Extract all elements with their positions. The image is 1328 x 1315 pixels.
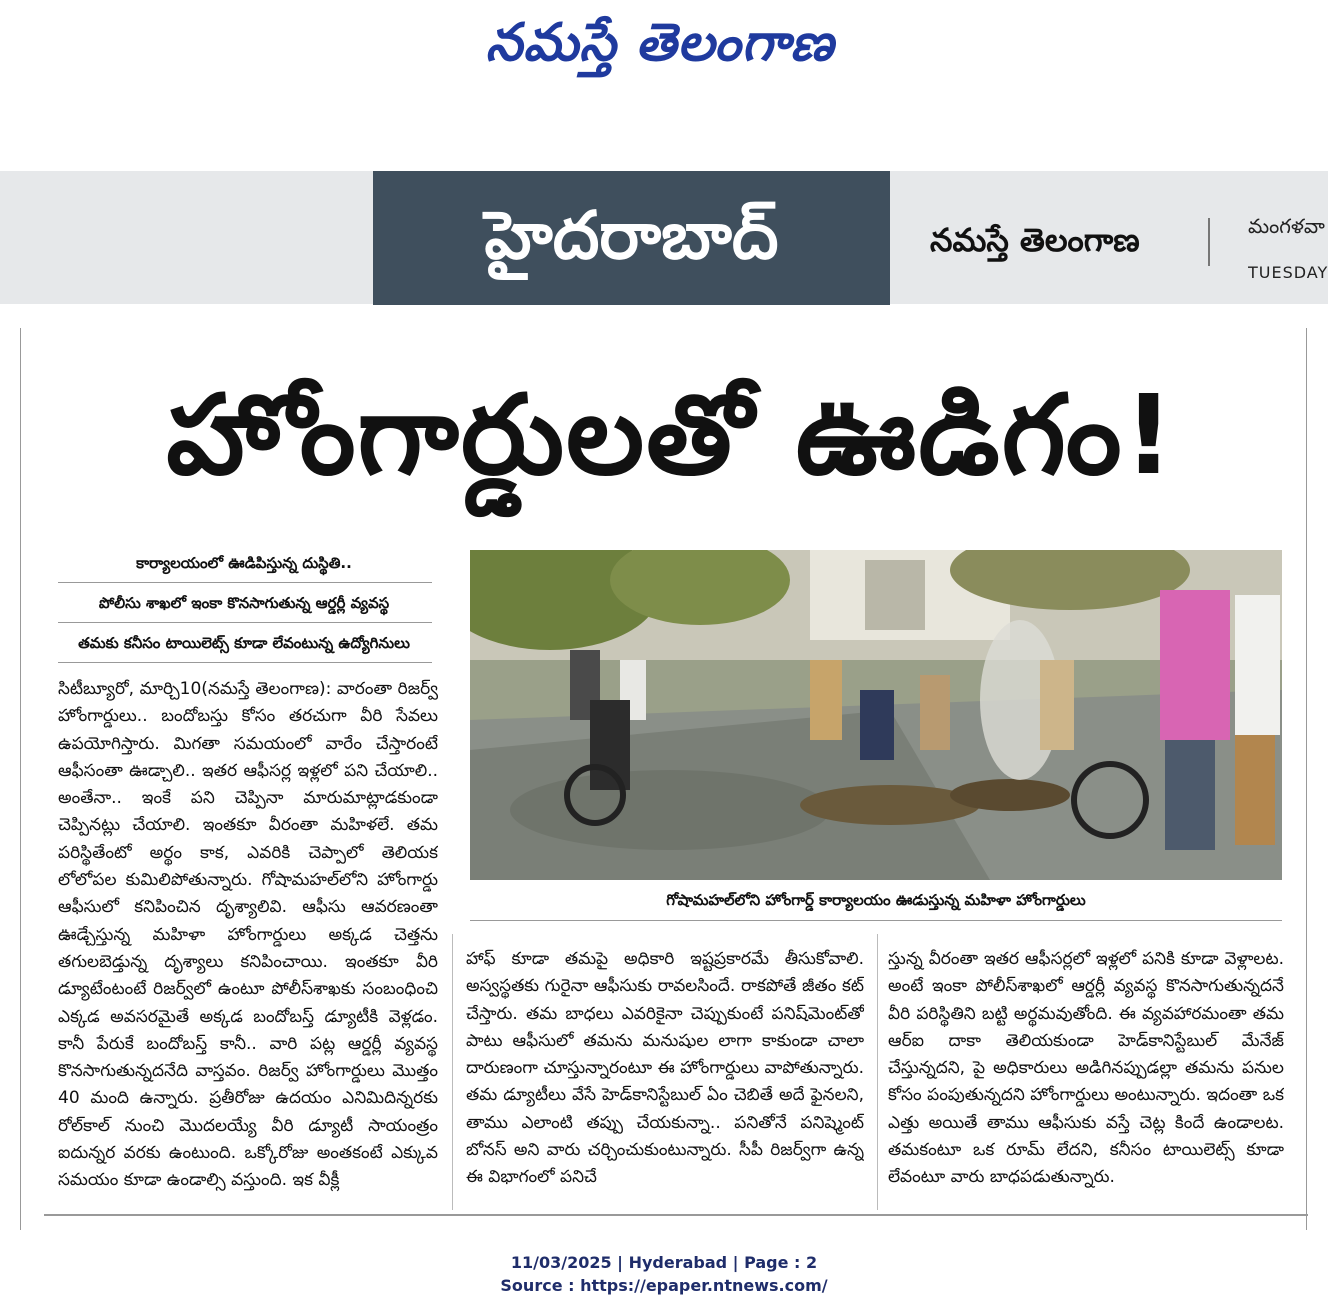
clipping-bottom-border	[44, 1214, 1308, 1216]
article-headline: హోంగార్డులతో ఊడిగం!	[166, 371, 1176, 499]
deck-rule	[58, 662, 432, 663]
column-rule	[877, 934, 878, 1210]
deck-line-3: తమకు కనీసం టాయిలెట్స్ కూడా లేవంటున్న ఉద్యోగినులు	[78, 634, 410, 652]
masthead	[0, 0, 1328, 90]
band-day-english: TUESDAY	[1248, 263, 1328, 282]
article-column-3	[888, 946, 1284, 1212]
deck-rule	[58, 582, 432, 583]
deck-rule	[58, 622, 432, 623]
column-rule	[452, 934, 453, 1210]
clipping-right-border	[1306, 328, 1307, 1230]
article-column-1	[58, 676, 438, 1211]
section-title: హైదరాబాద్	[484, 197, 779, 274]
footer-date-line: 11/03/2025 | Hyderabad | Page : 2	[510, 1253, 818, 1272]
band-divider	[1208, 218, 1210, 266]
clipping-left-border	[20, 328, 21, 1230]
column-2-text: హాఫ్ కూడా తమపై అధికారి ఇష్టప్రకారమే తీసుకోవాలి. అస్వస్థతకు గురైనా ఆఫీసుకు రావలసిందే. రాకపోతే జీతం కట్ చేస్తారు. తమ బాధలు ఎవరికైనా చెప్పుకుంటే పనిష్‌మెంట్‌తో పాటు ఆఫీసులో తమను మనుషుల లాగా కాకుండా చాలా దారుణంగా చూస్తున్నారంటూ ఈ హోంగార్డులు వాపోతున్నారు. తమ డ్యూటీలు వేసే హెడ్‌కానిస్టేబుల్ ఏం చెబితే అదే ఫైనలని, తాము ఎలాంటి తప్పు చేయకున్నా.. పనితోనే పనిష్మెంట్ బోనస్ అని వారు చర్చించుకుంటున్నారు. సీపీ రిజర్వ్‌గా ఉన్న ఈ విభాగంలో పనిచే	[466, 949, 864, 1188]
column-3-text: స్తున్న వీరంతా ఇతర ఆఫీసర్లలో ఇళ్లలో పనికి కూడా వెళ్లాలట. అంటే ఇంకా పోలీస్‌శాఖలో ఆర్డర్లీ వ్యవస్థ కొనసాగుతున్నదనే వీరి పరిస్థితిని బట్టి అర్థమవుతోంది. ఈ వ్యవహారమంతా తమ ఆర్ఐ దాకా తెలియకుండా హెడ్‌కానిస్టేబుల్ మేనేజ్ చేస్తున్నదని, పై అధికారులు అడిగినప్పుడల్లా తమను పనుల కోసం పంపుతున్నదని హోంగార్డులు అంటున్నారు. ఇదంతా ఒక ఎత్తు అయితే తాము ఆఫీసుకు వస్తే చెట్ల కిందే ఉండాలట. తమకంటూ ఒక రూమ్ లేదని, కనీసం టాయిలెట్స్ కూడా లేవంటూ వారు బాధపడుతున్నారు.	[888, 949, 1284, 1188]
deck-line-2: పోలీసు శాఖలో ఇంకా కొనసాగుతున్న ఆర్డర్లీ వ్యవస్థ	[98, 594, 390, 612]
deck-line-1: కార్యాలయంలో ఊడిపిస్తున్న దుస్థితి..	[136, 554, 352, 572]
band-newspaper-logo: నమస్తే తెలంగాణ	[930, 221, 1140, 259]
article-photo	[470, 550, 1282, 880]
footer-source-line: Source : https://epaper.ntnews.com/	[500, 1276, 828, 1295]
band-day-telugu: మంగళవా	[1248, 214, 1325, 238]
photo-caption: గోషామహల్‌లోని హోంగార్డ్ కార్యాలయం ఊడుస్తున్న మహిళా హోంగార్డులు	[666, 891, 1086, 909]
column-1-text: సిటీబ్యూరో, మార్చి10(నమస్తే తెలంగాణ): వారంతా రిజర్వ్ హోంగార్డులు.. బందోబస్తు కోసం తరచుగా వీరి సేవలు ఉపయోగిస్తారు. మిగతా సమయంలో వారేం చేస్తారంటే ఆఫీసంతా ఊడ్చాలి.. ఇతర ఆఫీసర్ల ఇళ్లలో పని చేయాలి.. అంతేనా.. ఇంకే పని చెప్పినా మారుమాట్లాడకుండా చెప్పినట్లు చేయాలి. ఇంతకూ వీరంతా మహిళలే. తమ పరిస్థితేంటో అర్థం కాక, ఎవరికి చెప్పాలో తెలియక లోలోపల కుమిలిపోతున్నారు. గోషామహల్‌లోని హోంగార్డు ఆఫీసులో కనిపించిన దృశ్యాలివి. ఆఫీసు ఆవరణంతా ఊడ్చేస్తున్న మహిళా హోంగార్డులు అక్కడ చెత్తను తగులబెడ్తున్న దృశ్యాలు కనిపించాయి. ఇంతకూ వీరి డ్యూటేంటంటే రిజర్వ్‌లో ఉంటూ పోలీస్‌శాఖకు సంబంధించి ఎక్కడ అవసరమైతే అక్కడ బందోబస్త్ డ్యూటీకి వెళ్లడం. కానీ పేరుకే బందోబస్త్ కానీ.. వారి పట్ల ఆర్డర్లీ వ్యవస్థ కొనసాగుతున్నదనేది వాస్తవం. రిజర్వ్ హోంగార్డులు మొత్తం 40 మంది ఉన్నారు. ప్రతీరోజు ఉదయం ఎనిమిదిన్నరకు రోల్‌కాల్ నుంచి మొదలయ్యే వీరి డ్యూటీ సాయంత్రం ఐదున్నర వరకు ఉంటుంది. ఒక్కోరోజు అంతకంటే ఎక్కువ సమయం కూడా ఉండాల్సి వస్తుంది. ఇక వీక్లీ	[58, 679, 438, 1191]
caption-rule	[470, 920, 1282, 921]
article-column-2	[466, 946, 864, 1212]
newspaper-logo: నమస్తే తెలంగాణ	[485, 13, 835, 73]
